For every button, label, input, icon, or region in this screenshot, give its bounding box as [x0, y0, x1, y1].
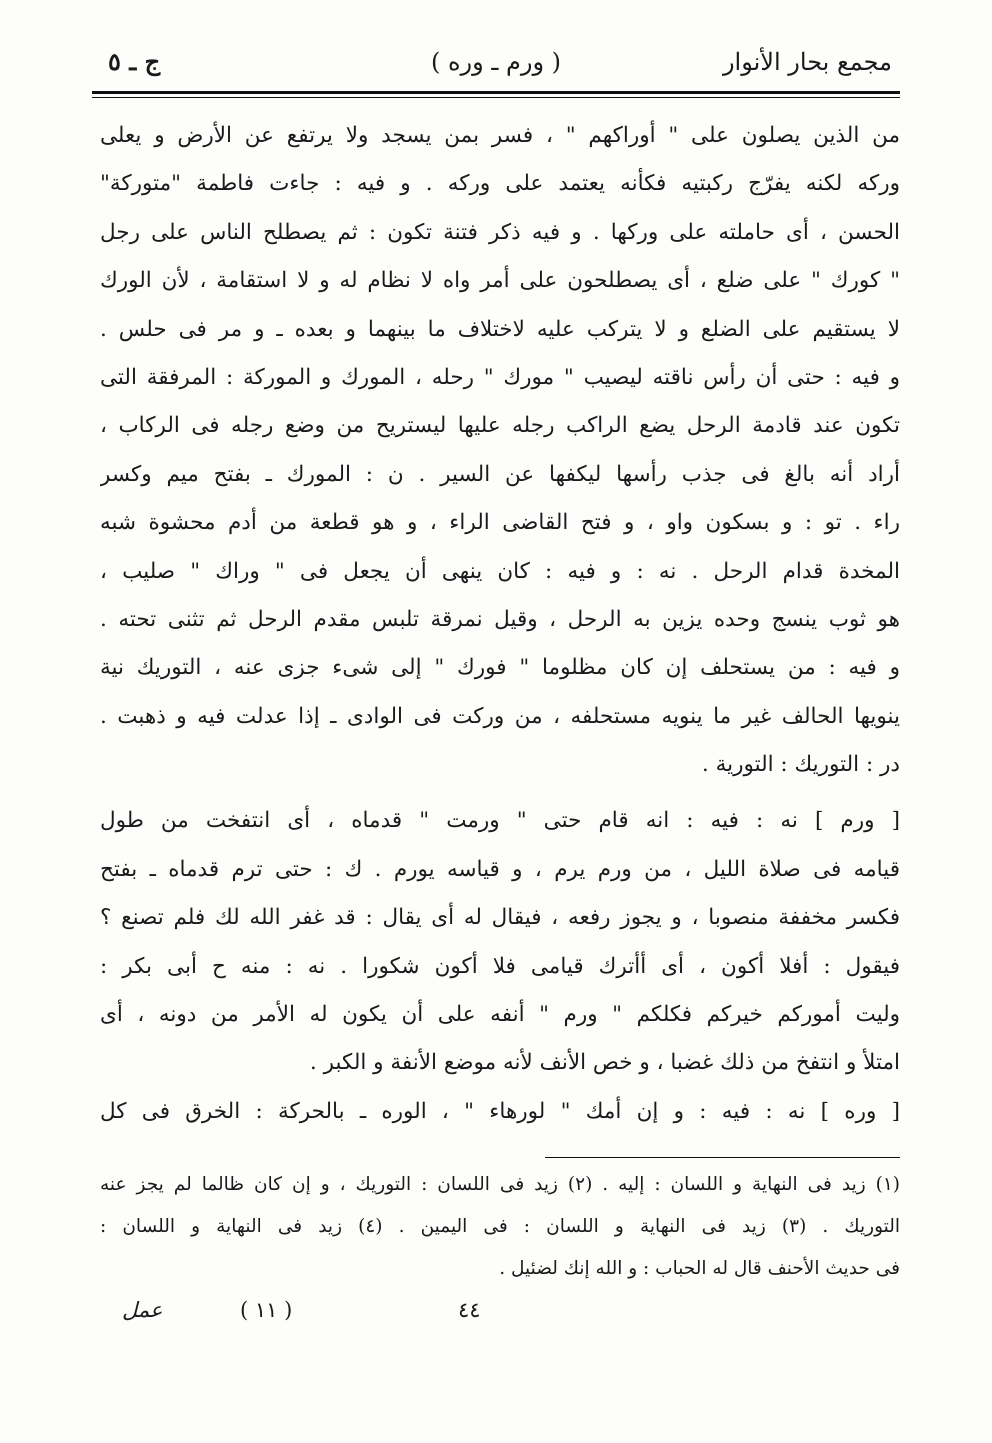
main-text — [100, 112, 900, 1136]
entry-warm-line: [ ورم ] نه : فيه : انه قام حتى " ورمت " قدماه ، أى انتفخت من طول — [100, 808, 900, 834]
sheet-number: ( ١١ ) — [240, 1298, 293, 1322]
header-keywords: ( ورم ـ وره ) — [430, 48, 562, 76]
text-line: الحسن ، أى حاملته على وركها . و فيه ذكر فتنة تكون : ثم يصطلح الناس على رجل — [100, 219, 900, 245]
entry-wara-line: [ وره ] نه : فيه : و إن أمك " لورهاء " ، الوره ـ بالحركة : الخرق فى كل — [100, 1098, 900, 1124]
running-title: مجمع بحار الأنوار — [722, 48, 892, 76]
entry-warm-line: امتلأ و انتفخ من ذلك غضبا ، و خص الأنف لأنه موضع الأنفة و الكبر . — [309, 1050, 900, 1076]
text-line: تكون عند قادمة الرحل يضع الراكب رجله عليها ليستريح من وضع رجله فى الركاب ، — [100, 413, 900, 439]
footnote-line: التوريك . (٣) زيد فى النهاية و اللسان : فى اليمين . (٤) زيد فى النهاية و اللسان : — [100, 1216, 900, 1237]
text-line: در : التوريك : التورية . — [701, 752, 900, 778]
text-line: من الذين يصلون على " أوراكهم " ، فسر بمن يسجد ولا يرتفع عن الأرض و يعلى — [100, 123, 900, 148]
footnote-line: فى حديث الأحنف قال له الحباب : و الله إنك لضئيل . — [499, 1258, 900, 1279]
text-line: أراد أنه بالغ فى جذب رأسها ليكفها عن السير . ن : المورك ـ بفتح ميم وكسر — [100, 461, 900, 487]
entry-warm-line: فكسر مخففة منصوبا ، و يجوز رفعه ، فيقال له أى يقال : قد غفر الله لك فلم تصنع ؟ — [100, 905, 900, 931]
footnote-rule — [545, 1157, 900, 1158]
text-line: راء . تو : و بسكون واو ، و فتح القاضى الراء ، و هو قطعة من أدم محشوة شبه — [100, 510, 900, 536]
page-number: ٤٤ — [458, 1298, 481, 1322]
text-line: و فيه : من يستحلف إن كان مظلوما " فورك " إلى شىء جزى عنه ، التوريك نية — [100, 655, 900, 681]
text-line: المخدة قدام الرحل . نه : و فيه : كان ينهى أن يجعل فى " وراك " صليب ، — [100, 558, 900, 584]
page-footer — [100, 1292, 900, 1328]
header-rule-thick — [92, 91, 900, 94]
text-line: و فيه : حتى أن رأس ناقته ليصيب " مورك " رحله ، المورك و الموركة : المرفقة التى — [100, 364, 900, 390]
footnotes — [100, 1164, 900, 1290]
text-line: هو ثوب ينسج وحده يزين به الرحل ، وقيل نمرقة تلبس مقدم الرحل ثم تثنى تحته . — [100, 606, 900, 632]
text-line: ينويها الحالف غير ما ينويه مستحلفه ، من وركت فى الوادى ـ إذا عدلت فيه و ذهبت . — [100, 703, 900, 729]
signature-note: عمل — [122, 1298, 163, 1322]
entry-warm-line: قيامه فى صلاة الليل ، من ورم يرم ، و قياسه يورم . ك : حتى ترم قدماه ـ بفتح — [100, 856, 900, 882]
text-line: لا يستقيم على الضلع و لا يتركب عليه لاختلاف ما بينهما و بعده ـ و مر فى حلس . — [100, 316, 900, 342]
volume-label: ج ـ ٥ — [108, 47, 161, 76]
text-line: وركه لكنه يفرّج ركبتيه فكأنه يعتمد على وركه . و فيه : جاءت فاطمة "متوركة" — [100, 171, 900, 197]
footnote-line: (١) زيد فى النهاية و اللسان : إليه . (٢) زيد فى اللسان : التوريك ، و إن كان ظالما لم يجز عنه — [100, 1174, 900, 1195]
page-header — [100, 40, 892, 84]
entry-warm-line: وليت أموركم خيركم فكلكم " ورم " أنفه على أن يكون له الأمر من دونه ، أى — [100, 1002, 900, 1028]
header-rule-thin — [92, 97, 900, 98]
entry-warm-line: فيقول : أفلا أكون ، أى أأترك قيامى فلا أكون شكورا . نه : منه ح أبى بكر : — [100, 953, 900, 979]
text-line: " كورك " على ضلع ، أى يصطلحون على أمر واه لا نظام له و لا استقامة ، لأن الورك — [100, 268, 900, 294]
